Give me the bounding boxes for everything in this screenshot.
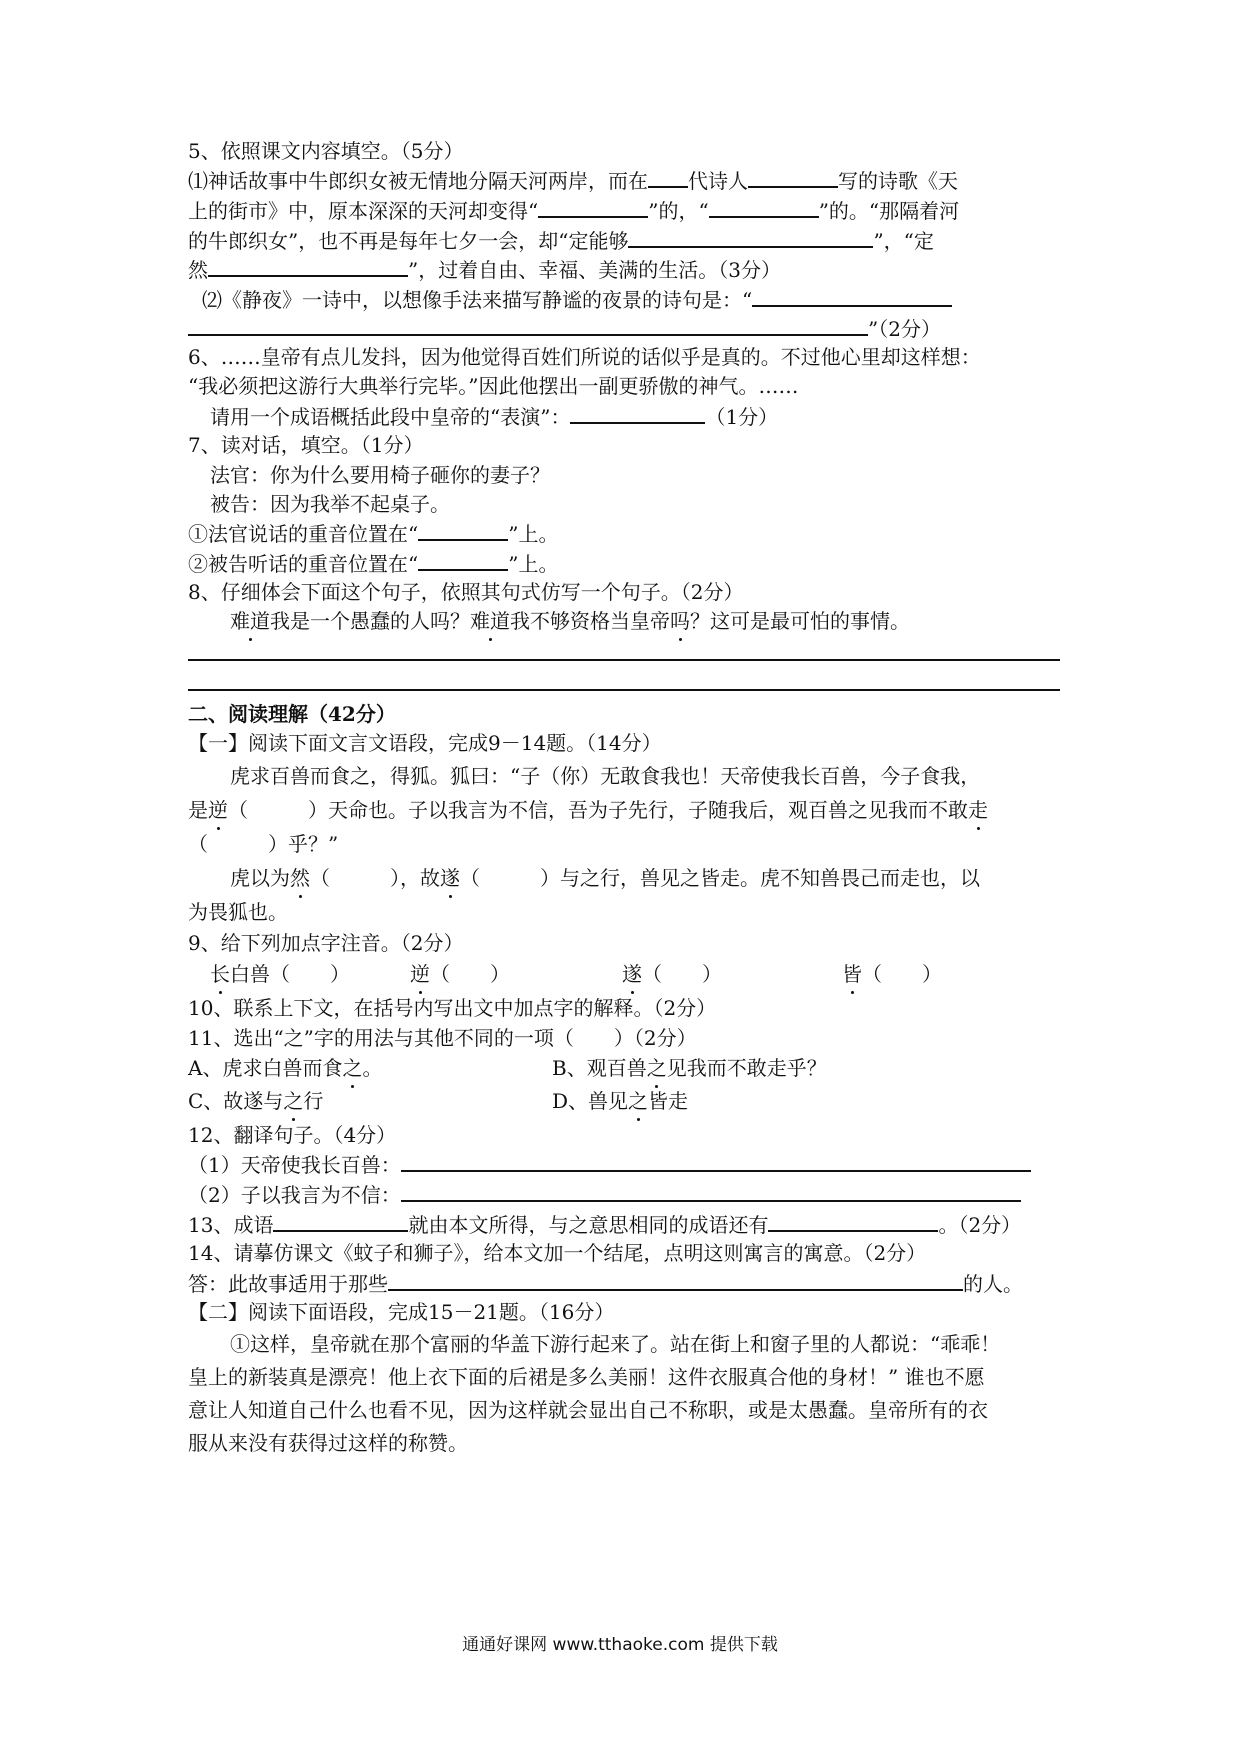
q12-title: 12、翻译句子。（4分） [188,1123,397,1147]
emphasis-text: 之 [342,1056,363,1080]
q7-judge: 法官：你为什么要用椅子砸你的妻子？ [210,463,550,487]
answer-blank[interactable] [538,196,648,218]
q5-line2 [188,196,1060,225]
q9-text: （ ） [430,962,510,986]
q13-text: 就由本文所得，与之意思相同的成语还有 [408,1213,769,1237]
q6-line3 [210,402,1082,431]
q5-line3 [188,226,1060,255]
q11-title: 11、选出“之”字的用法与其他不同的一项（ ）（2分） [188,1026,697,1050]
q6-line2: “我必须把这游行大典举行完毕。”因此他摆出一副更骄傲的神气。…… [188,374,799,398]
part2-heading: 【二】阅读下面语段，完成15－21题。（16分） [188,1300,615,1324]
q5-line4 [188,255,1060,284]
answer-blank[interactable] [188,314,868,336]
emphasis-text: 长 [210,962,230,986]
option-text: 见我而不敢走乎？ [666,1056,827,1080]
q7-text: ①法官说话的重音位置在“ [188,522,419,546]
q14-text: 答：此故事适用于那些 [188,1272,388,1296]
q7-sub1 [188,519,1060,548]
q11-row2 [188,1087,1060,1115]
q14-title: 14、请摹仿课文《蚊子和狮子》，给本文加一个结尾，点明这则寓言的寓意。（2分） [188,1241,927,1265]
passage-text: （ ），故 [310,866,440,890]
q10-title: 10、联系上下文，在括号内写出文中加点字的解释。（2分） [188,996,717,1020]
answer-blank[interactable] [748,166,838,188]
passage-line: 服从来没有获得过这样的称赞。 [188,1431,468,1455]
q5-text: ”的。“那隔着河 [818,199,960,223]
passage-line [230,864,1102,892]
option-text: B、观百兽 [552,1056,647,1080]
q5-text: 上的街市》中，原本深深的天河却变得“ [188,199,539,223]
emphasis-text: 然 [290,866,310,890]
q12-sub2 [188,1180,1060,1209]
answer-blank[interactable] [418,519,508,541]
option-text: A、虎求白兽而食 [188,1056,343,1080]
q12-text: （2）子以我言为不信： [188,1183,401,1207]
q7-title: 7、读对话，填空。（1分） [188,433,424,457]
passage-line: 为畏狐也。 [188,900,288,924]
q5-text: ⑵《静夜》一诗中，以想像手法来描写静谧的夜景的诗句是：“ [202,288,753,312]
q14-answer [188,1269,1060,1298]
q9-item [622,960,842,988]
q8-title: 8、仔细体会下面这个句子，依照其句式仿写一个句子。（2分） [188,580,744,604]
emphasis-text: 逆 [410,962,430,986]
emphasis-text: 皆 [842,962,862,986]
answer-blank[interactable] [628,226,873,248]
passage-line: 虎求百兽而食之，得狐。狐曰：“子（你）无敢食我也！天帝使我长百兽，今子食我， [230,764,981,788]
passage-line: 意让人知道自己什么也看不见，因为这样就会显出自己不称职，或是太愚蠢。皇帝所有的衣 [188,1398,988,1422]
q7-text: ②被告听话的重音位置在“ [188,552,419,576]
answer-line[interactable] [188,689,1060,691]
q5-text: ”（2分） [868,317,941,341]
answer-blank[interactable] [570,402,705,424]
q9-text: （ ） [642,962,722,986]
answer-blank[interactable] [768,1210,938,1232]
emphasis-text: 难道 [470,609,510,633]
q5-text: ”，“定 [873,229,934,253]
passage-line [188,796,1060,824]
q13-text: 13、成语 [188,1213,274,1237]
q5-text: 代诗人 [688,169,748,193]
passage-text: 虎以为 [230,866,290,890]
q7-text: ”上。 [508,552,559,576]
emphasis-text: 难道 [230,609,270,633]
q5-text: 的牛郎织女”，也不再是每年七夕一会，却“定能够 [188,229,629,253]
answer-blank[interactable] [401,1180,1021,1202]
q5-text: ”，过着自由、幸福、美满的生活。（3分） [408,258,781,282]
q5-text: 写的诗歌《天 [838,169,958,193]
emphasis-text: 吗 [670,609,690,633]
emphasis-text: 之 [628,1089,649,1113]
q5-line1 [188,166,1060,195]
q7-defendant: 被告：因为我举不起桌子。 [210,492,450,516]
q13 [188,1210,1060,1239]
q12-sub1 [188,1150,1060,1179]
q7-sub2 [188,549,1060,578]
q9-item [410,960,622,988]
q5-line5 [202,285,1074,314]
answer-blank[interactable] [208,255,408,277]
q11-row1 [188,1054,1060,1082]
answer-blank[interactable] [388,1269,963,1291]
passage-text: 是 [188,798,208,822]
q5-text: ”的，“ [648,199,709,223]
option-text: 行 [303,1089,324,1113]
q5-line6 [188,314,1060,343]
answer-blank[interactable] [648,166,688,188]
emphasis-text: 之 [283,1089,304,1113]
q6-text: （1分） [705,405,779,429]
q13-text: 。（2分） [938,1213,1022,1237]
passage-line: ①这样，皇帝就在那个富丽的华盖下游行起来了。站在街上和窗子里的人都说：“乖乖！ [230,1332,1001,1356]
q14-text: 的人。 [963,1272,1023,1296]
section-title: 二、阅读理解（42分） [188,702,396,726]
q6-text: 请用一个成语概括此段中皇帝的“表演”： [210,405,571,429]
passage-line: （ ）乎？” [188,832,339,856]
q8-text: 我是一个愚蠢的人吗？ [270,609,470,633]
footer-credit: 通通好课网 www.tthaoke.com 提供下载 [462,1635,778,1655]
part1-heading: 【一】阅读下面文言文语段，完成9－14题。（14分） [188,731,662,755]
emphasis-text: 之 [646,1056,667,1080]
passage-text: （ ）天命也。子以我言为不信，吾为子先行，子随我后，观百兽之见我而不敢 [228,798,968,822]
option-d[interactable] [552,1087,688,1115]
option-text: C、故遂与 [188,1089,284,1113]
emphasis-text: 走 [968,798,988,822]
q5-text: ⑴神话故事中牛郎织女被无情地分隔天河两岸，而在 [188,169,648,193]
q9-text: （ ） [862,962,942,986]
q9-items [210,960,1082,988]
option-text: 皆走 [648,1089,689,1113]
option-text: D、兽见 [552,1089,629,1113]
q5-title: 5、依照课文内容填空。（5分） [188,139,464,163]
option-a[interactable] [188,1054,552,1082]
emphasis-text: 逆 [208,798,228,822]
option-c[interactable] [188,1087,552,1115]
emphasis-text: 遂 [622,962,642,986]
q9-title: 9、给下列加点字注音。（2分） [188,931,464,955]
passage-line: 皇上的新装真是漂亮！他上衣下面的后裙是多么美丽！这件衣服真合他的身材！” 谁也不愿 [188,1365,985,1389]
answer-blank[interactable] [401,1150,1031,1172]
answer-blank[interactable] [752,285,952,307]
answer-blank[interactable] [418,549,508,571]
q12-text: （1）天帝使我长百兽： [188,1153,401,1177]
answer-line[interactable] [188,659,1060,661]
q9-text: 白兽（ ） [230,962,350,986]
q6-line1: 6、……皇帝有点儿发抖，因为他觉得百姓们所说的话似乎是真的。不过他心里却这样想： [188,345,981,369]
q8-sentence [230,607,1102,635]
q8-text: ？这可是最可怕的事情。 [690,609,910,633]
option-text: 。 [362,1056,383,1080]
q7-text: ”上。 [508,522,559,546]
q8-text: 我不够资格当皇帝 [510,609,670,633]
q5-text: 然 [188,258,208,282]
answer-blank[interactable] [273,1210,408,1232]
q9-item [210,960,410,988]
q9-item [842,960,942,988]
option-b[interactable] [552,1054,827,1082]
answer-blank[interactable] [709,196,819,218]
passage-text: （ ）与之行，兽见之皆走。虎不知兽畏己而走也，以 [460,866,980,890]
emphasis-text: 遂 [440,866,460,890]
